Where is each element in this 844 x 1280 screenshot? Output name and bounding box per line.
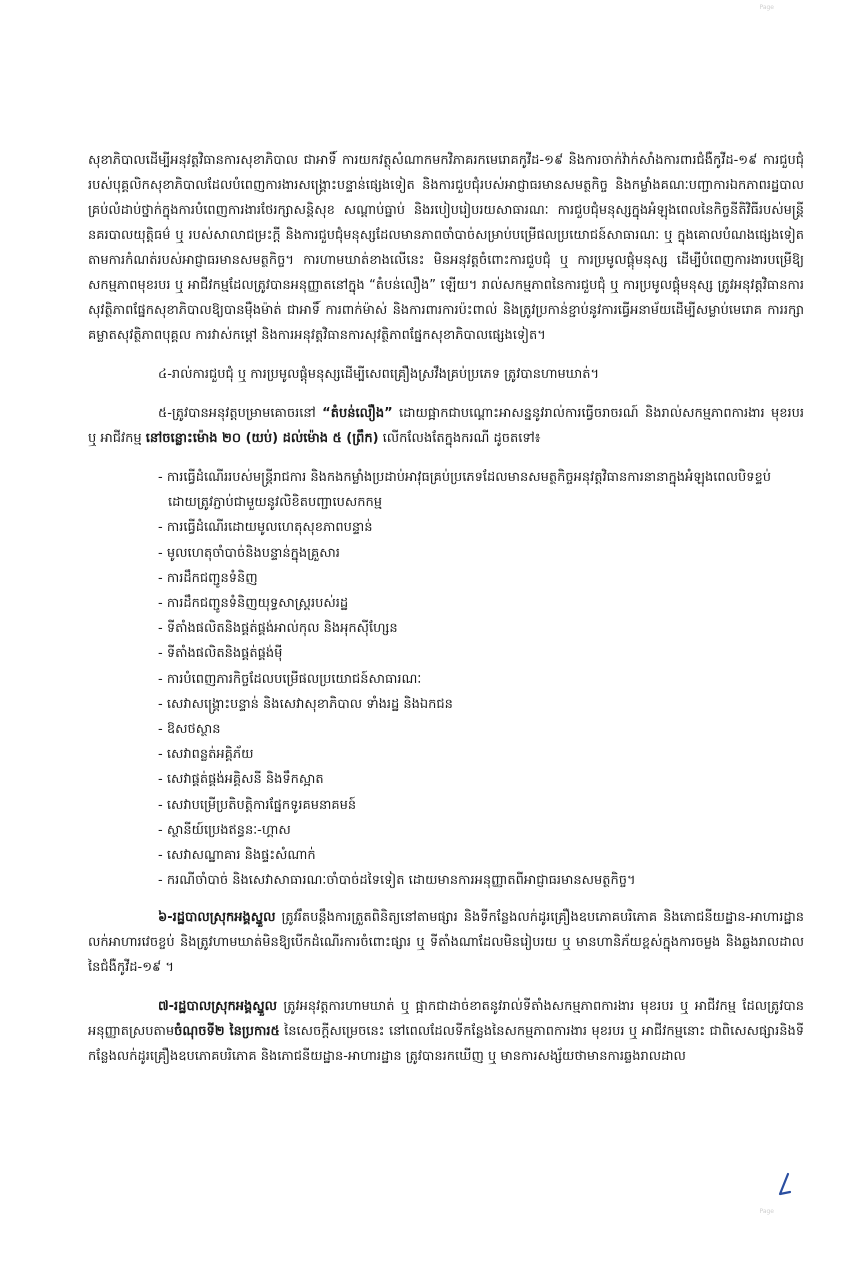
item-5-text-end: លើកលែងតែក្នុងករណី ដូចតទៅ៖ bbox=[378, 431, 541, 446]
list-item: - ករណីចាំបាច់ និងសេវាសាធារណៈចាំបាច់ដទៃទៀត ដោយមានការអនុញ្ញាតពីអាជ្ញាធរមានសមត្ថកិច្ច។ bbox=[158, 873, 636, 889]
list-item: - ការបំពេញភារកិច្ចដែលបម្រើផលប្រយោជន៍សាធារណៈ bbox=[158, 671, 422, 687]
item-5-text: ៥-ត្រូវបានអនុវត្តបម្រាមគោចរនៅ bbox=[158, 406, 323, 421]
list-item: - សេវាផ្គត់ផ្គង់អគ្គិសនី និងទឹកស្អាត bbox=[158, 772, 324, 788]
pen-mark-icon bbox=[772, 1172, 794, 1202]
list-item: - ទីតាំងផលិតនិងផ្គត់ផ្គង់ម៉ី bbox=[158, 646, 283, 662]
document-body bbox=[88, 148, 804, 1083]
paragraph-item-7 bbox=[88, 994, 804, 1069]
paragraph-item-4: ៤-រាល់ការជួបជុំ ឬ ការប្រមូលផ្តុំមនុស្សដើម្បីសេពគ្រឿងស្រវឹងគ្រប់ប្រភេទ ត្រូវបានហាមឃាត់។ bbox=[158, 367, 600, 382]
item-7-text: ត្រូវអនុវត្តការហាមឃាត់ ឬ ផ្អាកជាដាច់ខាតនូវរាល់ទីតាំងសកម្មភាពការងារ មុខរបរ ឬ អាជីវកម្ម ដែលត្រូវបានអនុញ្ញាតស្របតាម bbox=[88, 999, 804, 1040]
paragraph-item-6 bbox=[88, 905, 804, 980]
paragraph-item-5 bbox=[88, 401, 804, 451]
exception-list bbox=[88, 465, 804, 893]
list-item: - សេវាបម្រើប្រតិបត្តិការផ្នែកទូរគមនាគមន៍ bbox=[158, 797, 357, 813]
list-item: - ការធ្វើដំណើរដោយមូលហេតុសុខភាពបន្ទាន់ bbox=[158, 520, 373, 536]
list-item: - ឱសថស្ថាន bbox=[158, 722, 221, 738]
item-6-text: ត្រូវរឹតបន្តឹងការត្រួតពិនិត្យនៅតាមផ្សារ និងទីកន្លែងលក់ដូរគ្រឿងឧបភោគបរិភោគ និងភោជនីយដ្ឋាន-អាហារដ្ឋានលក់អាហារវេចខ្ចប់ និងត្រូវហាមឃាត់មិនឱ្យបើកដំណើរការចំពោះផ្សារ ឬ ទីតាំងណាដែលមិនរៀបរយ ឬ មានហានិភ័យខ្ពស់ក្នុងការចម្លង និងឆ្លងរាលដាលនៃជំងឺកូវីដ-១៩ ។ bbox=[88, 910, 804, 976]
list-item: - សេវាពន្លត់អគ្គិភ័យ bbox=[158, 747, 254, 763]
paragraph-continuation: សុខាភិបាលដើម្បីអនុវត្តវិធានការសុខាភិបាល ជាអាទិ៍ ការយកវត្ថុសំណាកមកវិភាគរកមេរោគកូវីដ-១៩ និងការចាក់វ៉ាក់សាំងការពារជំងឺកូវីដ-១៩ ការជួបជុំរបស់បុគ្គលិកសុខាភិបាលដែលបំពេញការងារសង្គ្រោះបន្ទាន់ផ្សេងទៀត និងការជួបជុំរបស់អាជ្ញាធរមានសមត្ថកិច្ច និងកម្លាំងគណៈបញ្ជាការឯកភាពរដ្ឋបាលគ្រប់លំដាប់ថ្នាក់ក្នុងការបំពេញការងារថែរក្សាសន្តិសុខ សណ្តាប់ធ្នាប់ និងរបៀបរៀបរយសាធារណៈ ការជួបជុំមនុស្សក្នុងអំឡុងពេលនៃកិច្ចនីតិវិធីរបស់មន្ត្រីនគរបាលយុត្តិធម៌ ឬ របស់សាលាជម្រះក្តី និងការជួបជុំមនុស្សដែលមានភាពចាំបាច់សម្រាប់បម្រើផលប្រយោជន៍សាធារណៈ ឬ ក្នុងគោលបំណងផ្សេងទៀតតាមការកំណត់របស់អាជ្ញាធរមានសមត្ថកិច្ច។ ការហាមឃាត់ខាងលើនេះ មិនអនុវត្តចំពោះការជួបជុំ ឬ ការប្រមូលផ្តុំមនុស្ស ដើម្បីបំពេញការងារបម្រើឱ្យសកម្មភាពមុខរបរ ឬ អាជីវកម្មដែលត្រូវបានអនុញ្ញាតនៅក្នុង “តំបន់លឿង” ឡើយ។ រាល់សកម្មភាពនៃការជួបជុំ ឬ ការប្រមូលផ្តុំមនុស្ស ត្រូវអនុវត្តវិធានការសុវត្ថិភាពផ្នែកសុខាភិបាលឱ្យបានម៉ឺងម៉ាត់ ជាអាទិ៍ ការពាក់ម៉ាស់ និងការពារការប៉ះពាល់ និងត្រូវប្រកាន់ខ្ជាប់នូវការធ្វើអនាម័យដើម្បីសម្លាប់មេរោគ ការរក្សាគម្លាតសុវត្ថិភាពបុគ្គល ការវាស់កម្តៅ និងការអនុវត្តវិធានការសុវត្ថិភាពផ្នែកសុខាភិបាលផ្សេងទៀត។ bbox=[88, 153, 804, 343]
list-item: - ទីតាំងផលិតនិងផ្គត់ផ្គង់អាល់កុល និងអុកស៊ីហ្សែន bbox=[158, 621, 398, 637]
list-item: - មូលហេតុចាំបាច់និងបន្ទាន់ក្នុងគ្រួសារ bbox=[158, 545, 340, 561]
curfew-hours: នៅចន្លោះម៉ោង ២០ (យប់) ដល់ម៉ោង ៥ (ព្រឹក) bbox=[145, 431, 379, 446]
list-item: - សេវាសង្គ្រោះបន្ទាន់ និងសេវាសុខាភិបាល ទាំងរដ្ឋ និងឯកជន bbox=[158, 696, 453, 712]
item-7-reference: ចំណុចទី២ នៃប្រការ៥ bbox=[174, 1024, 280, 1040]
list-item: - ការដឹកជញ្ជូនទំនិញ bbox=[158, 570, 258, 586]
item-5-text-mid: ដោយផ្អាកជាបណ្តោះអាសន្ននូវរាល់ការធ្វើចរាចរណ៍ និងរាល់សកម្មភាពការងារ មុខរបរ ឬ អាជីវកម្ម bbox=[88, 406, 804, 446]
list-item: - ស្ថានីយ៍ប្រេងឥន្ធនៈ-ហ្គាស bbox=[158, 822, 291, 838]
list-item: - ការដឹកជញ្ជូនទំនិញយុទ្ធសាស្ត្ររបស់រដ្ឋ bbox=[158, 596, 349, 612]
page-mark-bottom: Page bbox=[759, 1208, 774, 1215]
list-item: - សេវាសណ្ឋាគារ និងផ្ទះសំណាក់ bbox=[158, 848, 316, 864]
item-6-heading: ៦-រដ្ឋបាលស្រុកអង្គស្នួល bbox=[158, 910, 276, 926]
yellow-zone-label: “តំបន់លឿង” bbox=[322, 406, 393, 421]
list-item: - ការធ្វើដំណើររបស់មន្ត្រីរាជការ និងកងកម្លាំងប្រដាប់អាវុធគ្រប់ប្រភេទដែលមានសមត្ថកិច្ចអនុវត្តវិធានការនានាក្នុងអំឡុងពេលបិទខ្ទប់ ដោយត្រូវភ្ជាប់ជាមួយនូវលិខិតបញ្ជាបេសកកម្ម bbox=[158, 470, 772, 511]
item-7-text-end: នៃសេចក្តីសម្រេចនេះ នៅពេលដែលទីកន្លែងនៃសកម្មភាពការងារ មុខរបរ ឬ អាជីវកម្មនោះ ជាពិសេសផ្សារនិងទីកន្លែងលក់ដូរគ្រឿងឧបភោគបរិភោគ និងភោជនីយដ្ឋាន-អាហារដ្ឋាន ត្រូវបានរកឃើញ ឬ មានការសង្ស័យថាមានការឆ្លងរាលដាល bbox=[88, 1024, 805, 1065]
item-7-heading: ៧-រដ្ឋបាលស្រុកអង្គស្នួល bbox=[158, 999, 277, 1015]
page-mark-top: Page bbox=[759, 4, 774, 11]
